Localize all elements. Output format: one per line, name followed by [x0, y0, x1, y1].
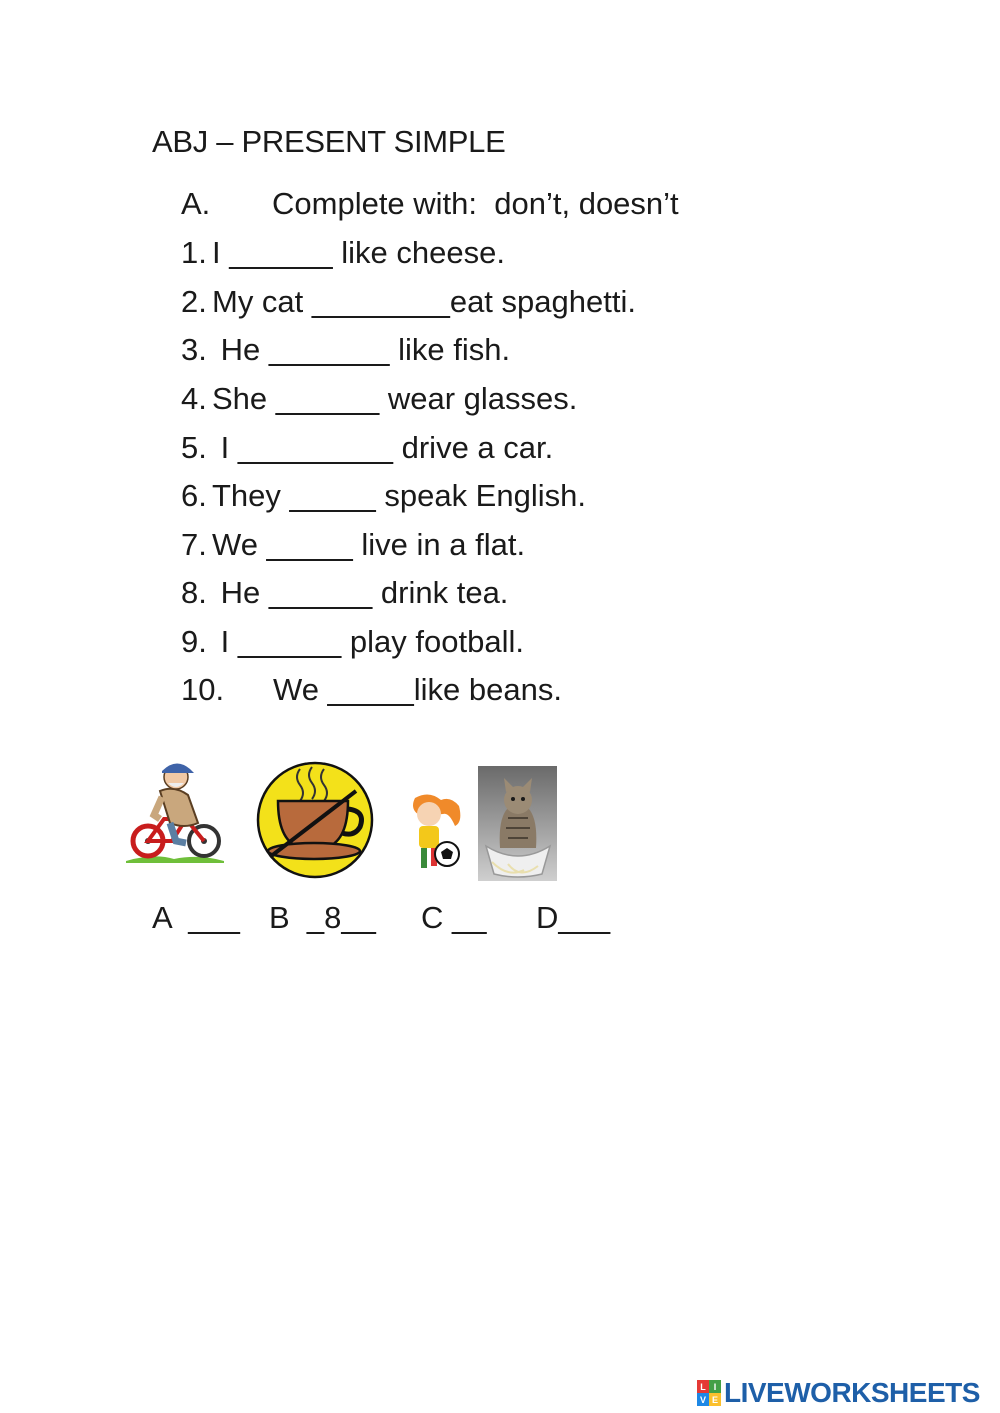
- item-text[interactable]: I ______ like cheese.: [212, 235, 505, 270]
- answer-b[interactable]: B _8__: [269, 900, 376, 935]
- worksheet-title: ABJ – PRESENT SIMPLE: [152, 124, 506, 159]
- item-text[interactable]: He _______ like fish.: [212, 332, 511, 367]
- answer-row: [152, 900, 611, 1080]
- item-number: 8.: [181, 575, 207, 610]
- item-number: 3.: [181, 332, 207, 367]
- item-number: 5.: [181, 430, 207, 465]
- logo-icon: [697, 1380, 721, 1406]
- item-text[interactable]: They _____ speak English.: [212, 478, 586, 513]
- girl-leg: [421, 848, 427, 868]
- answer-c[interactable]: C __: [421, 900, 487, 935]
- liveworksheets-logo: [697, 1377, 980, 1409]
- man-cap: [162, 763, 194, 773]
- exercise-item: [181, 235, 505, 275]
- item-text[interactable]: I ______ play football.: [212, 624, 524, 659]
- exercise-item: [181, 624, 524, 664]
- exercise-item: [181, 284, 636, 324]
- man-arm: [154, 797, 162, 819]
- crossed-out-cup-picture: [256, 761, 374, 879]
- exercise-item: [181, 527, 525, 567]
- item-text[interactable]: I _________ drive a car.: [212, 430, 554, 465]
- exercise-item: [181, 672, 562, 712]
- girl-face: [417, 802, 441, 826]
- item-number: 2.: [181, 284, 207, 319]
- saucer: [268, 843, 360, 859]
- man-on-bicycle-picture: [124, 757, 226, 863]
- item-number: 10.: [181, 672, 225, 707]
- item-number: 6.: [181, 478, 207, 513]
- item-number: 1.: [181, 235, 207, 270]
- answer-a[interactable]: A ___: [152, 900, 240, 935]
- logo-letter: I: [709, 1380, 721, 1393]
- grass: [126, 856, 224, 863]
- logo-letter: E: [709, 1393, 721, 1406]
- logo-letter: V: [697, 1393, 709, 1406]
- instruction-text: Complete with: don’t, doesn’t: [272, 186, 679, 221]
- item-number: 9.: [181, 624, 207, 659]
- item-text[interactable]: She ______ wear glasses.: [212, 381, 578, 416]
- girl-shirt: [419, 826, 439, 848]
- item-text[interactable]: My cat ________eat spaghetti.: [212, 284, 636, 319]
- logo-letter: L: [697, 1380, 709, 1393]
- cat-eye: [521, 797, 525, 801]
- item-number: 4.: [181, 381, 207, 416]
- exercise-item: [181, 332, 510, 372]
- exercise-item: [181, 478, 586, 518]
- exercise-item: [181, 575, 508, 615]
- brand-name: LIVEWORKSHEETS: [724, 1377, 980, 1408]
- answer-d[interactable]: D___: [536, 900, 611, 935]
- instruction: [181, 186, 679, 222]
- girl-with-football-picture: [403, 792, 465, 872]
- exercise-item: [181, 381, 577, 421]
- cat-in-colander-picture: [478, 766, 557, 881]
- instruction-letter: A.: [181, 186, 211, 221]
- item-text[interactable]: He ______ drink tea.: [212, 575, 509, 610]
- item-text[interactable]: We _____like beans.: [273, 672, 562, 707]
- cat-eye: [511, 797, 515, 801]
- item-text[interactable]: We _____ live in a flat.: [212, 527, 526, 562]
- exercise-item: [181, 430, 553, 470]
- item-number: 7.: [181, 527, 207, 562]
